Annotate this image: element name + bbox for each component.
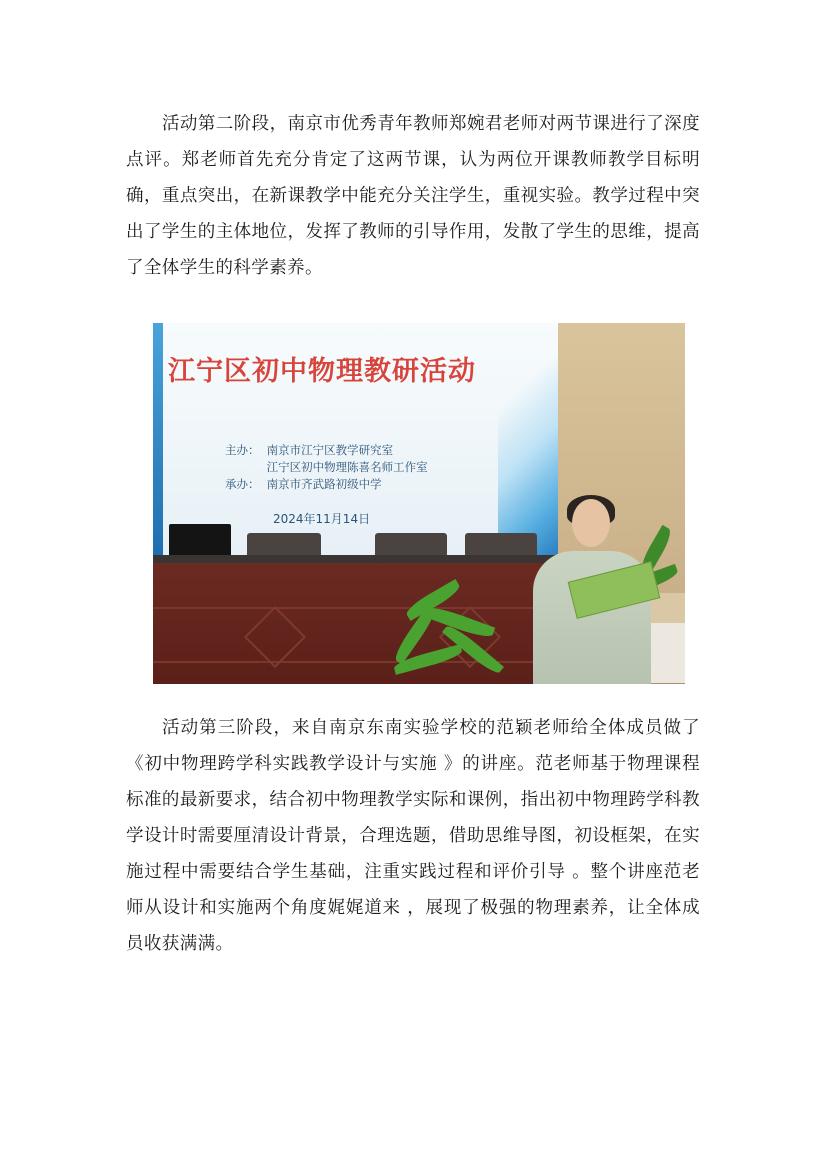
paragraph-stage-two: 活动第二阶段，南京市优秀青年教师郑婉君老师对两节课进行了深度点评。郑老师首先充分肯定了这两节课，认为两位开课教师教学目标明确，重点突出，在新课教学中能充分关注学生，重视实验。教学过程中突出了学生的主体地位，发挥了教师的引导作用，发散了学生的思维，提高了全体学生的科学素养。: [126, 114, 700, 278]
host-line-2: 江宁区初中物理陈喜名师工作室: [266, 460, 428, 474]
screen-accent-right: [498, 323, 558, 555]
desk-diamond-decoration: [244, 606, 306, 668]
host-line-1: 南京市江宁区教学研究室: [266, 443, 394, 457]
event-photo: [153, 323, 685, 684]
speaker-head: [572, 499, 610, 547]
screen-date: 2024年11月14日: [273, 512, 371, 526]
desk-trim: [153, 607, 553, 609]
screen-info: [225, 442, 428, 493]
desk-top: [153, 555, 558, 563]
projection-screen: [153, 323, 558, 555]
host-label: 主办：: [225, 443, 260, 457]
screen-accent-left: [153, 323, 163, 555]
screen-title: 江宁区初中物理教研活动: [168, 356, 476, 387]
organizer-label: 承办：: [225, 477, 260, 491]
organizer-name: 南京市齐武路初级中学: [266, 477, 382, 491]
laptop-shape: [169, 524, 231, 558]
paragraph-stage-three: 活动第三阶段，来自南京东南实验学校的范颖老师给全体成员做了《初中物理跨学科实践教学设计与实施 》的讲座。范老师基于物理课程标准的最新要求，结合初中物理教学实际和课例，指出初中物理跨学科教学设计时需要厘清设计背景，合理选题，借助思维导图，初设框架，在实施过程中需要结合学生基础，注重实践过程和评价引导 。整个讲座范老师从设计和实施两个角度娓娓道来 ，展现了极强的物理素养，让全体成员收获满满。: [126, 718, 700, 954]
